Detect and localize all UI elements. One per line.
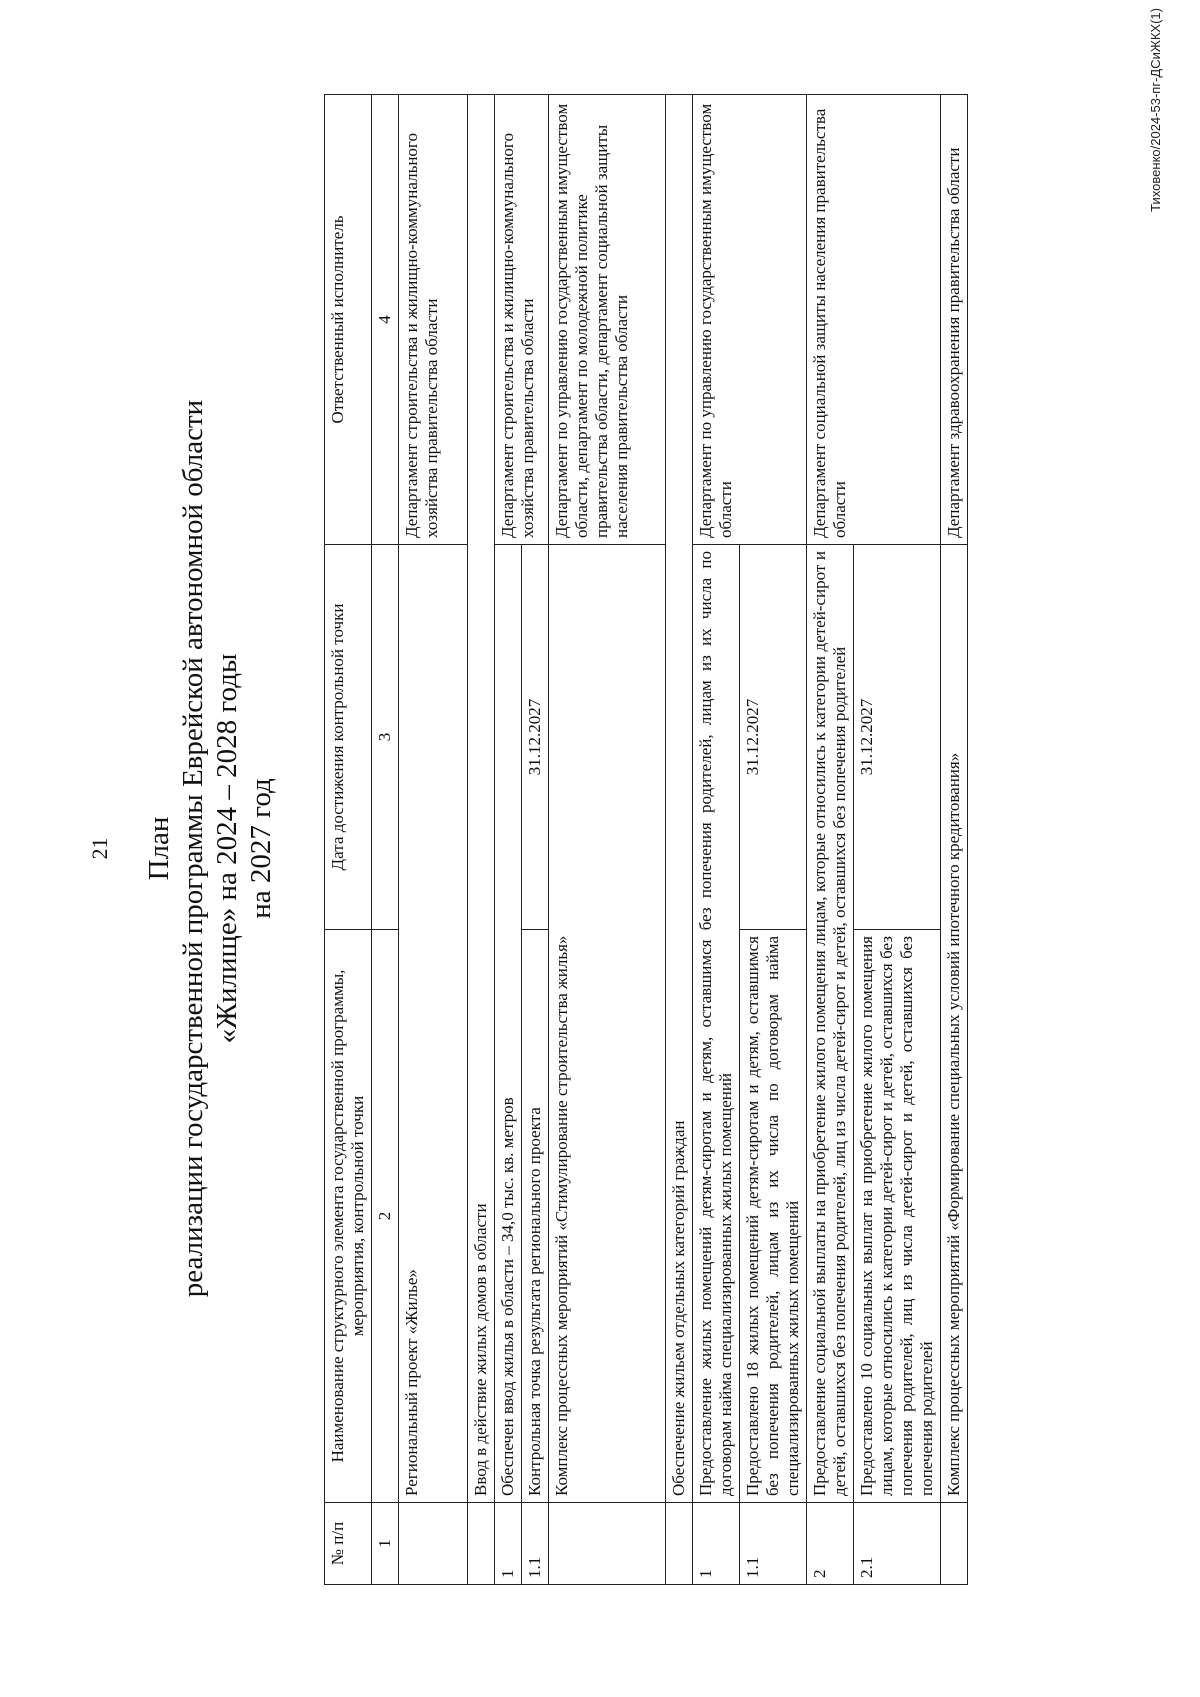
table-header-row — [325, 95, 372, 1585]
cell-name: Комплекс процессных мероприятий «Формирование специальных условий ипотечного кредитования» — [941, 545, 968, 1503]
cell-exec: Департамент строительства и жилищно-коммунального хозяйства правительства области — [399, 95, 468, 545]
cell-name: Региональный проект «Жилье» — [399, 545, 468, 1503]
cell-name: Предоставлено 18 жилых помещений детям-сиротам и детям, оставшимся без попечения родителей, лицам из их числа по договорам найма специализированных жилых помещений — [740, 930, 807, 1503]
section-row — [468, 95, 495, 1585]
table-row — [399, 95, 468, 1585]
cell-name: Обеспечен ввод жилья в области – 34,0 тыс. кв. метров — [495, 545, 522, 1503]
cell-exec: Департамент по управлению государственным имуществом области — [693, 95, 807, 545]
cell-name: Предоставлено 10 социальных выплат на приобретение жилого помещения лицам, которые относились к категории детей-сирот и детей, оставшихся без попечения родителей, лиц из числа детей-сирот и детей, оставшихся без попечения родителей — [854, 930, 941, 1503]
header-num: № п/п — [325, 1503, 372, 1585]
cell-name: Предоставление жилых помещений детям-сиротам и детям, оставшимся без попечения родителей, лицам из их числа по договорам найма специализированных жилых помещений — [693, 545, 740, 1503]
table-row — [549, 95, 666, 1585]
table-row — [941, 95, 968, 1585]
cell-num: 1 — [693, 1503, 740, 1585]
cell-exec: Департамент социальной защиты населения правительства области — [807, 95, 941, 545]
section-row — [666, 95, 693, 1585]
cell-name: Предоставление социальной выплаты на приобретение жилого помещения лицам, которые относились к категории детей-сирот и детей, оставшихся без попечения родителей, лиц из числа детей-сирот и детей, оставшихся без попечения родителей — [807, 545, 854, 1503]
cell-name: Ввод в действие жилых домов в области — [468, 95, 495, 1503]
cell-exec: Департамент здравоохранения правительства области — [941, 95, 968, 545]
cell-num: 2.1 — [854, 1503, 941, 1585]
document-title — [142, 0, 278, 1697]
cell-num: 1.1 — [740, 1503, 807, 1585]
plan-table — [324, 94, 968, 1585]
document-footer: Тиховенко/2024-53-пг-ДСиЖКХ(1) — [1148, 8, 1163, 212]
table-row — [693, 95, 740, 1585]
cell-num: 2 — [807, 1503, 854, 1585]
colnum-1: 1 — [372, 1503, 399, 1585]
cell-name: Комплекс процессных мероприятий «Стимулирование строительства жилья» — [549, 545, 666, 1503]
column-number-row — [372, 95, 399, 1585]
cell-exec: Департамент по управлению государственным имуществом области, департамент по молодежной политике правительства области, департамент социальной защиты населения правительства области — [549, 95, 666, 545]
header-name: Наименование структурного элемента государственной программы, мероприятия, контрольной точки — [325, 930, 372, 1503]
colnum-4: 4 — [372, 95, 399, 545]
table-row — [807, 95, 854, 1585]
cell-date: 31.12.2027 — [854, 545, 941, 930]
colnum-2: 2 — [372, 930, 399, 1503]
cell-name: Обеспечение жильем отдельных категорий граждан — [666, 95, 693, 1503]
cell-exec: Департамент строительства и жилищно-коммунального хозяйства правительства области — [495, 95, 549, 545]
table-row — [495, 95, 522, 1585]
title-line-2: реализации государственной программы Еврейской автономной области — [177, 399, 209, 1298]
title-line-1: План — [143, 816, 175, 881]
cell-date: 31.12.2027 — [740, 545, 807, 930]
header-date: Дата достижения контрольной точки — [325, 545, 372, 930]
cell-num: 1 — [495, 1503, 522, 1585]
title-line-3: «Жилище» на 2024 – 2028 годы — [211, 653, 243, 1044]
cell-date: 31.12.2027 — [522, 545, 549, 930]
title-line-4: на 2027 год — [245, 778, 277, 919]
cell-num: 1.1 — [522, 1503, 549, 1585]
page-number: 21 — [87, 837, 112, 860]
colnum-3: 3 — [372, 545, 399, 930]
header-exec: Ответственный исполнитель — [325, 95, 372, 545]
cell-name: Контрольная точка результата регионального проекта — [522, 930, 549, 1503]
